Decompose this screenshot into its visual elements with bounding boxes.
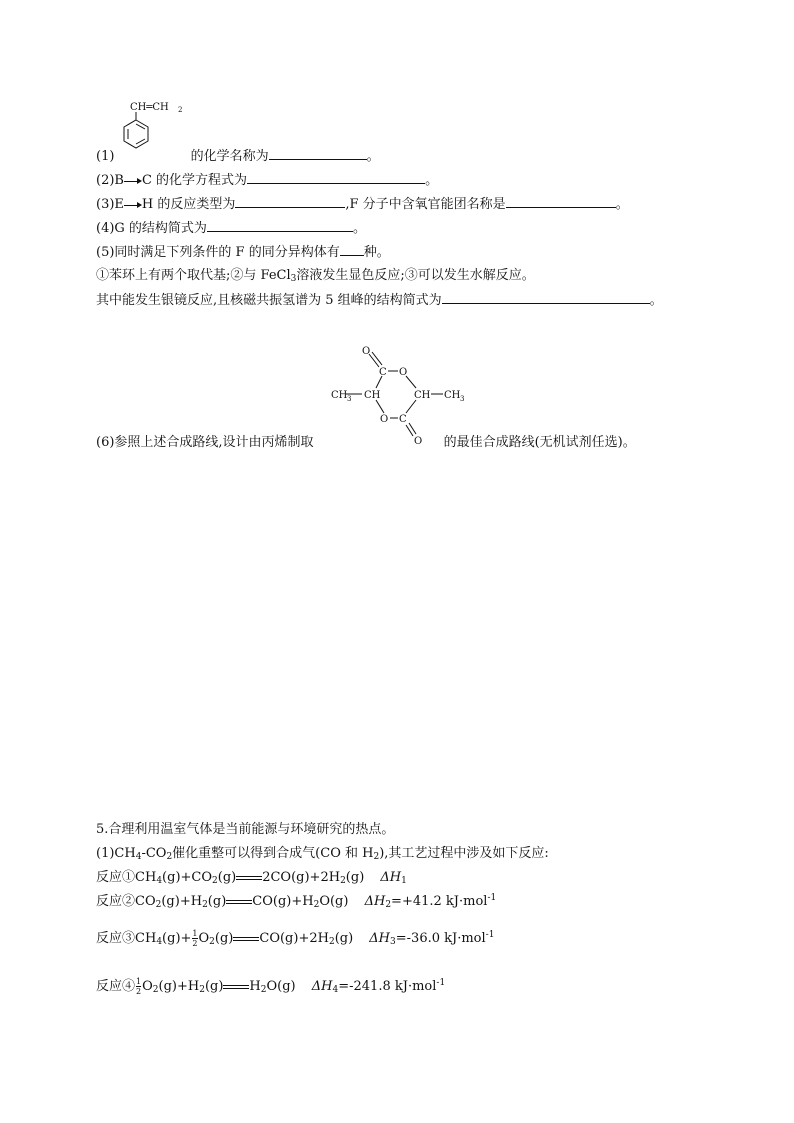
svg-text:3: 3 — [460, 395, 465, 403]
q5-blank[interactable] — [340, 243, 364, 256]
reaction-4: 反应④ $\frac{1}{2}$ $O_2(g)+H_2(g)$ $H_2O(g)$ $\Delta H_4=-241.8$ kJ·mol$^{-1}$ — [96, 977, 446, 996]
question-5: (5)同时满足下列条件的 F 的同分异构体有 种。 — [96, 245, 390, 260]
delta-h-1: ΔH — [380, 870, 402, 885]
conditions: ①苯环上有两个取代基;②与 FeCl$_3$溶液发生显色反应;③可以发生水解反应。 — [96, 268, 535, 284]
svg-text:CH: CH — [444, 390, 461, 401]
equilibrium-sign — [233, 935, 259, 943]
equilibrium-sign — [226, 898, 252, 906]
equilibrium-sign — [223, 983, 249, 991]
styrene-structure — [112, 96, 192, 166]
q3-blank-b[interactable] — [506, 195, 616, 208]
nmr-question: 其中能发生银镜反应,且核磁共振氢谱为 5 组峰的结构简式为 。 — [96, 293, 663, 308]
reaction-2: 反应$②CO_2(g)+H_2(g)$ $CO(g)+H_2O(g)$ $\Delta H_2=+41.2$ kJ·mol$^{-1}$ — [96, 893, 497, 910]
svg-text:C: C — [399, 414, 407, 425]
benzene-ring — [124, 112, 148, 148]
q1-blank[interactable] — [269, 147, 367, 160]
svg-text:CH: CH — [364, 390, 381, 401]
q1-number: (1) — [96, 149, 115, 164]
nmr-blank[interactable] — [442, 291, 650, 304]
problem-5-intro: $(1)CH_4-CO_2$催化重整可以得到合成气(CO 和 $H_2$),其工艺过程中涉及如下反应: — [96, 846, 549, 862]
svg-text:C: C — [379, 367, 387, 378]
svg-text:O: O — [362, 346, 371, 357]
equilibrium-sign — [236, 874, 262, 882]
question-6: (6)参照上述合成路线,设计由丙烯制取 的最佳合成路线(无机试剂任选)。 — [96, 435, 636, 450]
question-4: (4)G 的结构简式为 。 — [96, 221, 366, 236]
q2-blank[interactable] — [247, 171, 425, 184]
question-1: (1) 的化学名称为 。 — [96, 149, 380, 164]
question-3: (3)E H 的反应类型为 ,F 分子中含氧官能团名称是 。 — [96, 197, 629, 212]
reaction-1: 反应$①CH_4(g)+CO_2(g)$ $2CO(g)+2H_2(g)$ $\Delta H_1$ — [96, 870, 407, 886]
svg-text:CH: CH — [331, 390, 348, 401]
reaction-arrow — [124, 201, 142, 209]
question-2: (2)B C 的化学方程式为 。 — [96, 173, 439, 188]
problem-5-title: 5.合理利用温室气体是当前能源与环境研究的热点。 — [96, 822, 395, 837]
svg-text:O: O — [414, 436, 423, 447]
q1-text: 的化学名称为 — [190, 149, 269, 164]
svg-text:3: 3 — [347, 395, 352, 403]
svg-text:O: O — [399, 367, 408, 378]
svg-text:CH: CH — [414, 390, 431, 401]
svg-text:2: 2 — [178, 106, 183, 114]
vinyl-group: CH═CH — [130, 102, 169, 113]
q4-blank[interactable] — [207, 219, 353, 232]
q3-blank-a[interactable] — [235, 195, 345, 208]
fraction-one-half: $\frac{1}{2}$ — [136, 977, 142, 996]
svg-text:O: O — [380, 414, 389, 425]
reaction-3: 反应$③CH_4(g)+$ $\frac{1}{2}$ $O_2(g)$ $CO(g)+2H_2(g)$ $\Delta H_3=-36.0$ kJ·mol$^{-1}$ — [96, 929, 495, 948]
reaction-arrow — [124, 177, 142, 185]
fraction-one-half: $\frac{1}{2}$ — [192, 929, 198, 948]
